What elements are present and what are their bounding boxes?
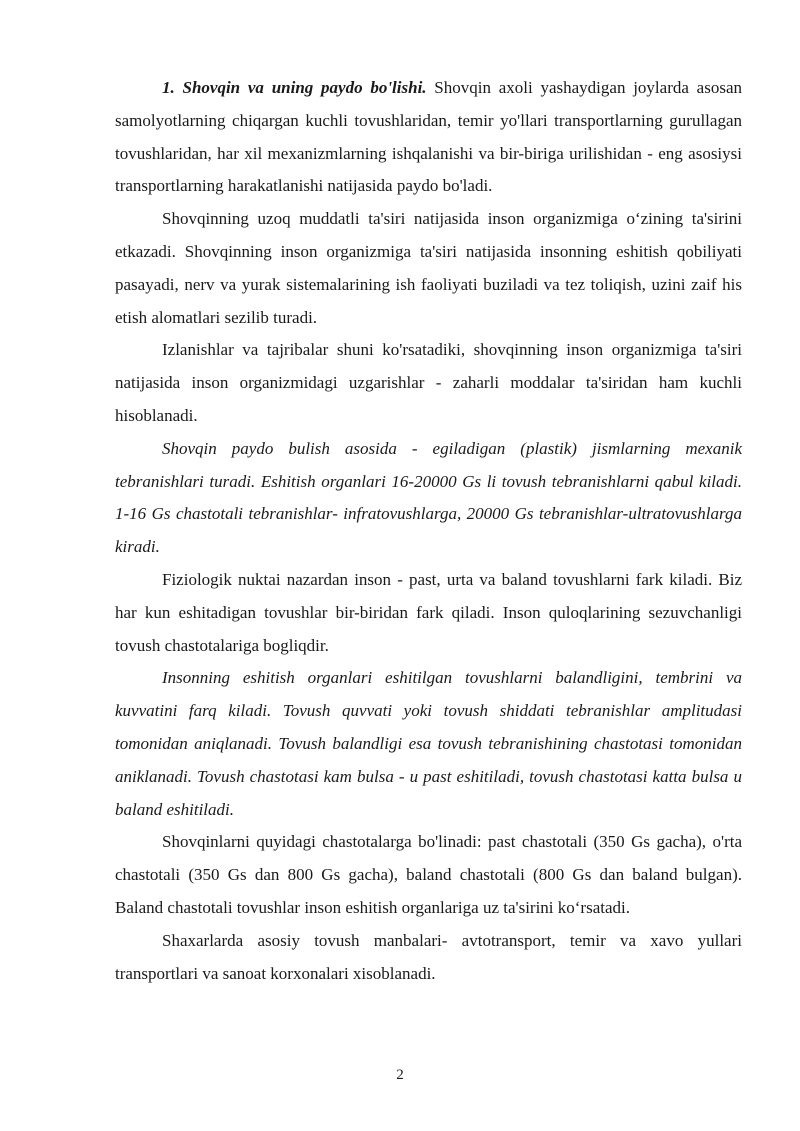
page-number: 2: [396, 1067, 404, 1083]
document-page: [115, 72, 742, 990]
paragraph-physiological-view: Fiziologik nuktai nazardan inson - past, urta va baland tovushlarni fark kiladi. Biz har kun eshitadigan tovushlar bir-biridan fark qiladi. Inson quloqlarining sezuvchanligi tovush chastotalariga bogliqdir.: [115, 569, 742, 655]
paragraph-text: Shovqin axoli yashaydigan joylarda asosan samolyotlarning chiqargan kuchli tovushlaridan, temir yo'llari transportlarning gurullagan tovushlaridan, har xil mexanizmlarning ishqalanishi va bir-biriga urilishidan - eng asosiysi transportlarning harakatlanishi natijasida paydo bo'ladi.: [115, 78, 742, 196]
paragraph-noise-effects: Shovqinning uzoq muddatli ta'siri natijasida inson organizmiga o‘zining ta'sirini etkazadi. Shovqinning inson organizmiga ta'siri natijasida insonning eshitish qobiliyati pasayadi, nerv va yurak sistemalarining ish faoliyati buziladi va tez toliqish, uzini zaif his etish alomatlari sezilib turadi.: [115, 209, 742, 327]
paragraph-noise-origin: [115, 72, 742, 203]
paragraph-vibration-basis: Shovqin paydo bulish asosida - egiladigan (plastik) jismlarning mexanik tebranishlari turadi. Eshitish organlari 16-20000 Gs li tovush tebranishlarni qabul kiladi. 1-16 Gs chastotali tebranishlar- infratovushlarga, 20000 Gs tebranishlar-ultratovushlarga kiradi.: [115, 438, 742, 557]
paragraph-research-findings: Izlanishlar va tajribalar shuni ko'rsatadiki, shovqinning inson organizmiga ta'siri natijasida inson organizmidagi uzgarishlar - zaharli moddalar ta'siridan ham kuchli hisoblanadi.: [115, 340, 742, 425]
paragraph-frequency-classes: Shovqinlarni quyidagi chastotalarga bo'linadi: past chastotali (350 Gs gacha), o'rta chastotali (350 Gs dan 800 Gs gacha), baland chastotali (800 Gs dan baland bulgan). Baland chastotali tovushlar inson eshitish organlariga uz ta'sirini ko‘rsatadi.: [115, 832, 742, 917]
section-heading: 1. Shovqin va uning paydo bo'lishi.: [162, 78, 427, 97]
paragraph-hearing-organs: Insonning eshitish organlari eshitilgan tovushlarni balandligini, tembrini va kuvvatini farq kiladi. Tovush quvvati yoki tovush shiddati tebranishlar amplitudasi tomonidan aniqlanadi. Tovush balandligi esa tovush tebranishining chastotasi tomonidan aniklanadi. Tovush chastotasi kam bulsa - u past eshitiladi, tovush chastotasi katta bulsa u baland eshitiladi.: [115, 668, 742, 819]
paragraph-noise-sources: Shaxarlarda asosiy tovush manbalari- avtotransport, temir va xavo yullari transportlari va sanoat korxonalari xisoblanadi.: [115, 930, 742, 983]
